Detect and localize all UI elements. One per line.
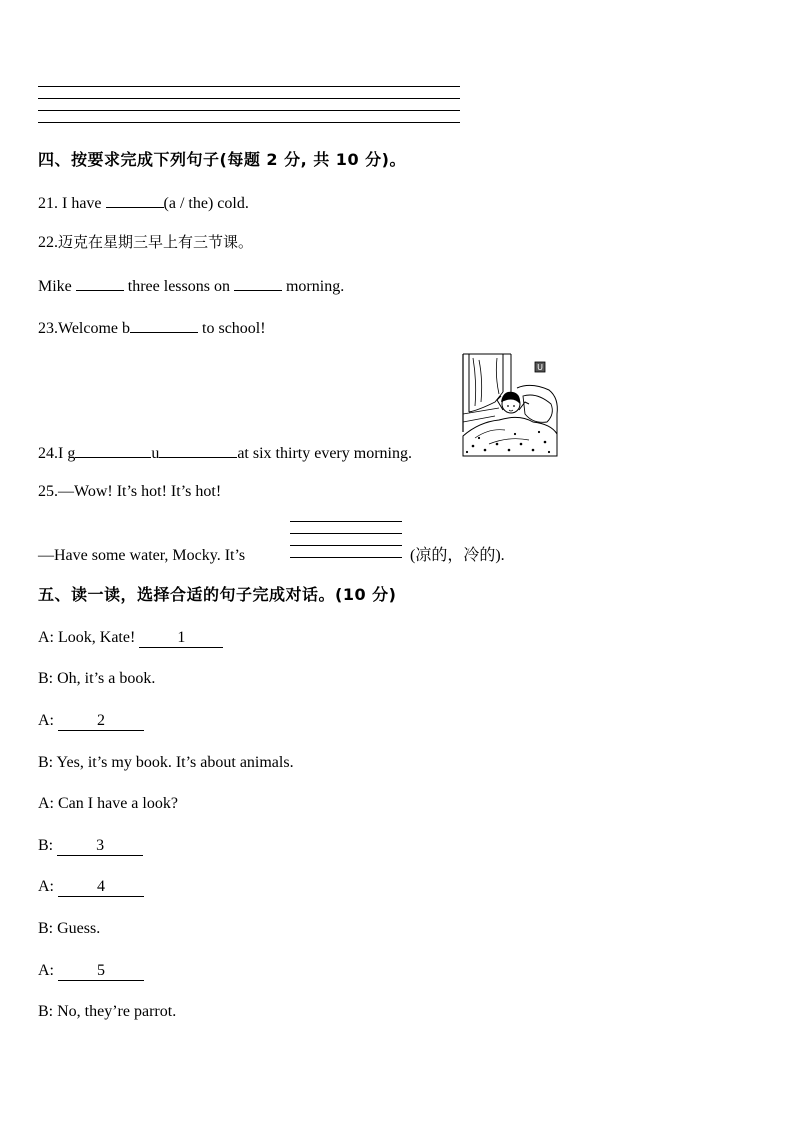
dialogue-text: Can I have a look? [58, 795, 178, 812]
speaker-label: A: [38, 629, 54, 646]
blank-number: 2 [97, 712, 105, 729]
speaker-label: A: [38, 962, 54, 979]
dialogue-line [38, 836, 143, 856]
dialogue-line [38, 1002, 176, 1022]
answer-blank[interactable] [159, 441, 237, 458]
question-text: at six thirty every morning. [237, 445, 412, 462]
answer-line-stack[interactable] [290, 518, 404, 562]
answer-line [38, 86, 460, 87]
speaker-label: B: [38, 920, 54, 937]
dialogue-line [38, 628, 223, 648]
blank-number: 3 [96, 837, 105, 854]
dialogue-line [38, 711, 144, 731]
answer-blank[interactable] [106, 191, 164, 208]
question-22-english [38, 274, 344, 297]
question-25 [38, 482, 221, 502]
dialogue-line [38, 753, 294, 773]
blank-number: 5 [97, 962, 105, 979]
dialogue-line [38, 794, 178, 814]
speaker-label: A: [38, 878, 54, 895]
dialogue-text: Oh, it’s a book. [57, 670, 156, 687]
speaker-label: B: [38, 1003, 54, 1020]
question-text: to school! [202, 320, 266, 337]
question-number: 22. [38, 234, 58, 251]
answer-line [38, 122, 460, 123]
question-text: I have [62, 195, 102, 212]
question-text: Mike [38, 278, 72, 295]
question-chinese: 迈克在星期三早上有三节课。 [58, 233, 254, 251]
question-24 [38, 441, 412, 464]
question-25-response [38, 546, 245, 566]
blank-number: 4 [97, 878, 105, 895]
speaker-label: B: [38, 754, 54, 771]
speaker-label: B: [38, 837, 54, 854]
question-22 [38, 232, 253, 253]
dialogue-line [38, 961, 144, 981]
question-text: (a / the) cold. [163, 195, 249, 212]
question-text: Welcome b [58, 320, 131, 337]
blank-number: 1 [177, 629, 186, 646]
answer-blank[interactable] [139, 629, 223, 648]
question-text: —Have some water, Mocky. It’s [38, 547, 246, 564]
section-4-heading: 四、按要求完成下列句子(每题 2 分, 共 10 分)。 [38, 150, 406, 169]
picture-tag: U [537, 363, 543, 372]
answer-blank[interactable] [58, 712, 144, 731]
question-text: u [151, 445, 160, 462]
question-text: morning. [285, 278, 345, 295]
question-text: three lessons on [127, 278, 230, 295]
question-number: 23. [38, 320, 58, 337]
question-text: —Wow! It’s hot! It’s hot! [58, 483, 222, 500]
question-number: 24. [38, 445, 58, 462]
dialogue-text: Guess. [57, 920, 101, 937]
answer-blank[interactable] [234, 274, 282, 291]
dialogue-text: No, they’re parrot. [57, 1003, 177, 1020]
answer-blank[interactable] [75, 441, 151, 458]
section-5-heading: 五、读一读，选择合适的句子完成对话。(10 分) [38, 585, 397, 604]
question-number: 21. [38, 195, 58, 212]
speaker-label: A: [38, 712, 54, 729]
question-21 [38, 191, 249, 214]
answer-blank[interactable] [57, 837, 143, 856]
question-23 [38, 316, 266, 339]
question-25-hint [410, 546, 505, 566]
answer-line [38, 98, 460, 99]
dialogue-text: Yes, it’s my book. It’s about animals. [56, 754, 294, 771]
boy-getting-up-illustration [459, 352, 561, 460]
question-number: 25. [38, 483, 58, 500]
answer-line [38, 110, 460, 111]
answer-blank[interactable] [76, 274, 124, 291]
question-text: (凉的，冷的). [410, 547, 505, 564]
dialogue-line [38, 877, 144, 897]
question-text: I g [58, 445, 76, 462]
dialogue-line [38, 919, 100, 939]
answer-blank[interactable] [58, 962, 144, 981]
dialogue-line [38, 669, 155, 689]
answer-blank[interactable] [130, 316, 198, 333]
speaker-label: B: [38, 670, 54, 687]
speaker-label: A: [38, 795, 54, 812]
dialogue-text: Look, Kate! [58, 629, 136, 646]
answer-blank[interactable] [58, 878, 144, 897]
